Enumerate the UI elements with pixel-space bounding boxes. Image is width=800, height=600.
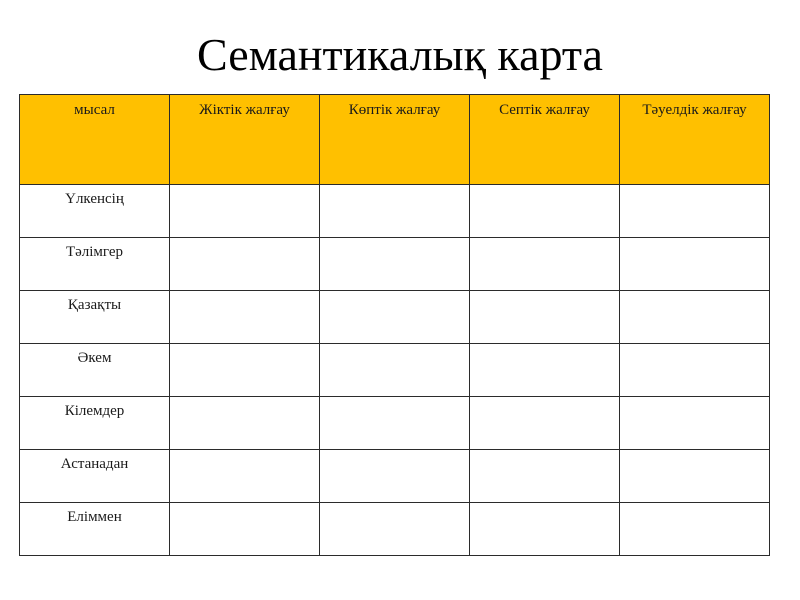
table-row — [20, 291, 770, 344]
table-cell — [170, 503, 320, 556]
table-cell — [170, 185, 320, 238]
table-row — [20, 238, 770, 291]
table-cell — [170, 397, 320, 450]
row-word: Тәлімгер — [20, 238, 170, 291]
table-cell — [320, 185, 470, 238]
row-word: Қазақты — [20, 291, 170, 344]
table-cell — [170, 450, 320, 503]
table-cell — [470, 344, 620, 397]
table-cell — [620, 450, 770, 503]
header-example: мысал — [20, 95, 170, 185]
table-cell — [320, 344, 470, 397]
table-cell — [320, 450, 470, 503]
table-cell — [620, 291, 770, 344]
table-cell — [470, 185, 620, 238]
table-cell — [320, 291, 470, 344]
table-cell — [620, 503, 770, 556]
slide-title: Семантикалық карта — [197, 29, 603, 80]
table-cell — [320, 238, 470, 291]
table-cell — [170, 238, 320, 291]
header-case-ending: Септік жалғау — [470, 95, 620, 185]
header-possessive-ending: Тәуелдік жалғау — [620, 95, 770, 185]
table-cell — [620, 185, 770, 238]
row-word: Үлкенсің — [20, 185, 170, 238]
table-cell — [470, 238, 620, 291]
table-row — [20, 344, 770, 397]
table-row — [20, 397, 770, 450]
header-row — [20, 95, 770, 185]
table-cell — [320, 503, 470, 556]
table-cell — [170, 291, 320, 344]
row-word: Еліммен — [20, 503, 170, 556]
header-personal-ending: Жіктік жалғау — [170, 95, 320, 185]
table-row — [20, 503, 770, 556]
table-cell — [470, 450, 620, 503]
table-cell — [620, 238, 770, 291]
row-word: Әкем — [20, 344, 170, 397]
table-cell — [470, 503, 620, 556]
table-cell — [470, 291, 620, 344]
table-row — [20, 185, 770, 238]
header-plural-ending: Көптік жалғау — [320, 95, 470, 185]
table-cell — [170, 344, 320, 397]
table-cell — [620, 344, 770, 397]
row-word: Кілемдер — [20, 397, 170, 450]
table-cell — [470, 397, 620, 450]
table-cell — [320, 397, 470, 450]
table-cell — [620, 397, 770, 450]
row-word: Астанадан — [20, 450, 170, 503]
table-row — [20, 450, 770, 503]
semantic-map-table — [19, 94, 770, 556]
